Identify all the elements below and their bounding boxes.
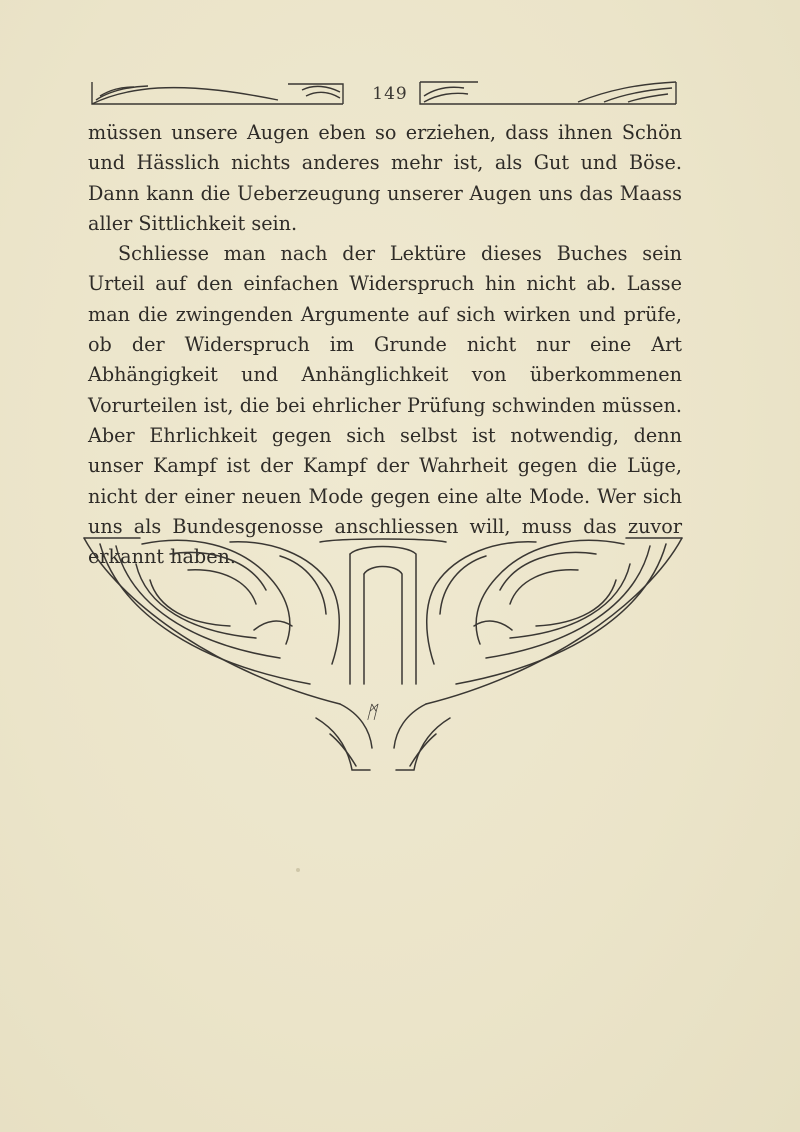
monogram: ᛗ: [366, 702, 377, 723]
paragraph-2: Schliesse man nach der Lektüre dieses Buches sein Urteil auf den einfachen Widerspruch hin nicht ab. Lasse man die zwingenden Argumente auf sich wirken und prüfe, ob der Widerspruch im Grunde nicht nur eine Art Abhängigkeit und Anhänglichkeit von überkommenen Vorurteilen ist, die bei ehrlicher Prüfung schwinden müssen. Aber Ehrlichkeit gegen sich selbst ist notwendig, denn unser Kampf ist der Kampf der Wahrheit gegen die Lüge, nicht der einer neuen Mode gegen eine alte Mode. Wer sich uns als Bundesgenosse anschliessen will, muss das zuvor erkannt haben.: [88, 242, 682, 569]
body-text: [88, 118, 682, 572]
page-number: 149: [372, 84, 408, 104]
paper-fleck: [296, 868, 300, 872]
header-ornament-left: [88, 78, 348, 108]
header-ornament-right: [418, 78, 680, 108]
tailpiece-ornament: [80, 534, 686, 780]
paragraph-1: müssen unsere Augen eben so erziehen, dass ihnen Schön und Hässlich nichts anderes mehr ist, als Gut und Böse. Dann kann die Ueberzeugung unserer Augen uns das Maass aller Sittlichkeit sein.: [88, 121, 682, 235]
